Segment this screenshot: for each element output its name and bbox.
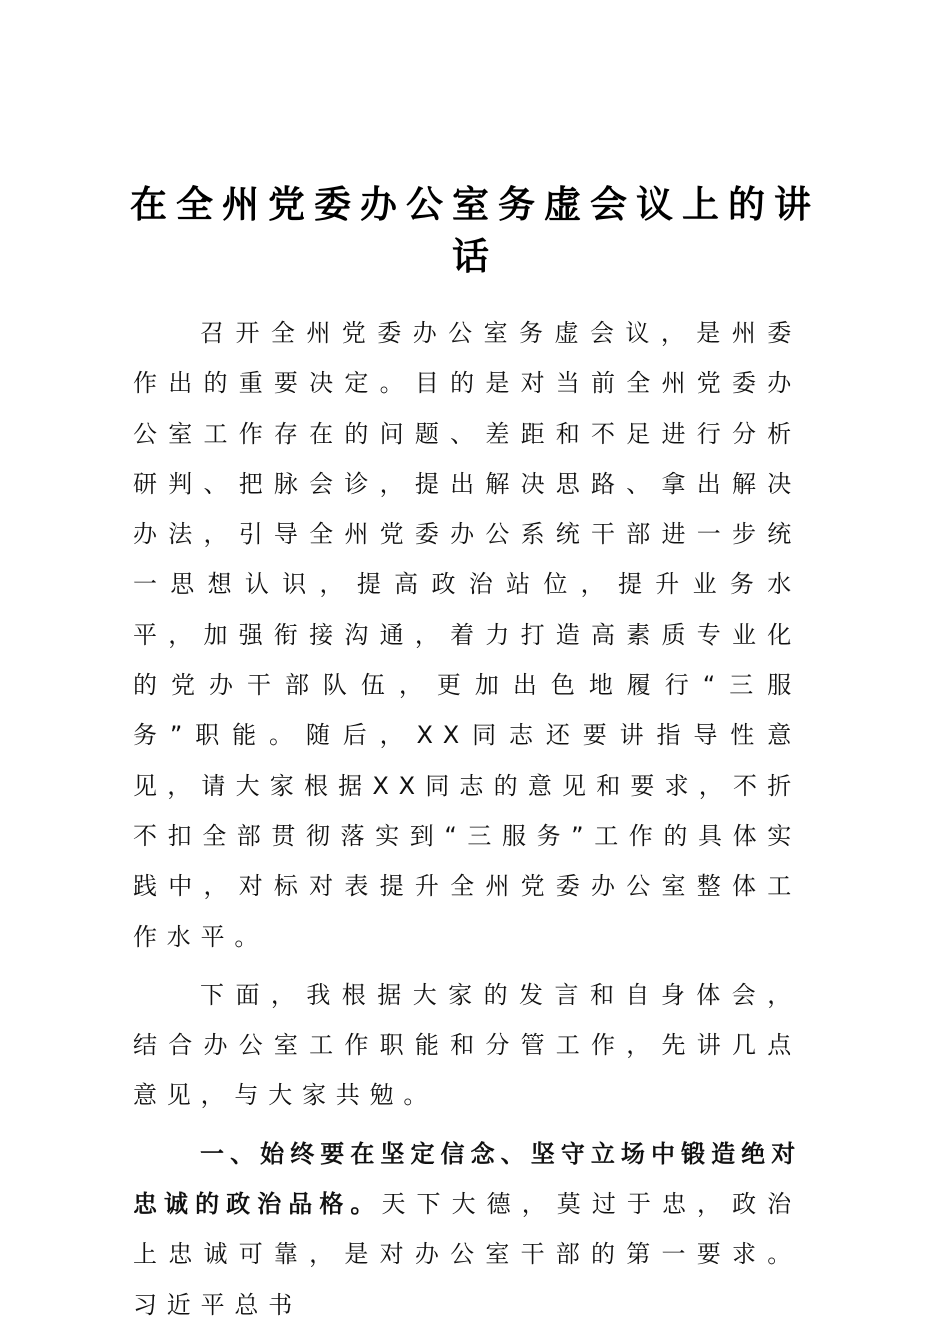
paragraph-opening (133, 308, 801, 962)
paragraph-text: 下面，我根据大家的发言和自身体会，结合办公室工作职能和分管工作，先讲几点意见，与大家共勉。 (133, 980, 801, 1110)
paragraph-text: 召开全州党委办公室务虚会议，是州委作出的重要决定。目的是对当前全州党委办公室工作存在的问题、差距和不足进行分析研判、把脉会诊，提出解决思路、拿出解决办法，引导全州党委办公系统干部进一步统一思想认识，提高政治站位，提升业务水平，加强衔接沟通，着力打造高素质专业化的党办干部队伍，更加出色地履行“三服务”职能。随后，XX同志还要讲指导性意见，请大家根据XX同志的意见和要求，不折不扣全部贯彻落实到“三服务”工作的具体实践中，对标对表提升全州党委办公室整体工作水平。 (133, 319, 801, 951)
document-title: 在全州党委办公室务虚会议上的讲话 (130, 182, 820, 278)
paragraph-intro (133, 970, 801, 1121)
document-body (133, 308, 801, 1330)
paragraph-text: 天下大德，莫过于忠，政治上忠诚可靠，是对办公室干部的第一要求。习近平总书 (133, 1190, 801, 1319)
paragraph-section-one (133, 1129, 801, 1330)
section-heading: 一、始终要在坚定信念、坚守立场中锻造绝对忠诚的政治品格。 (133, 1139, 801, 1219)
